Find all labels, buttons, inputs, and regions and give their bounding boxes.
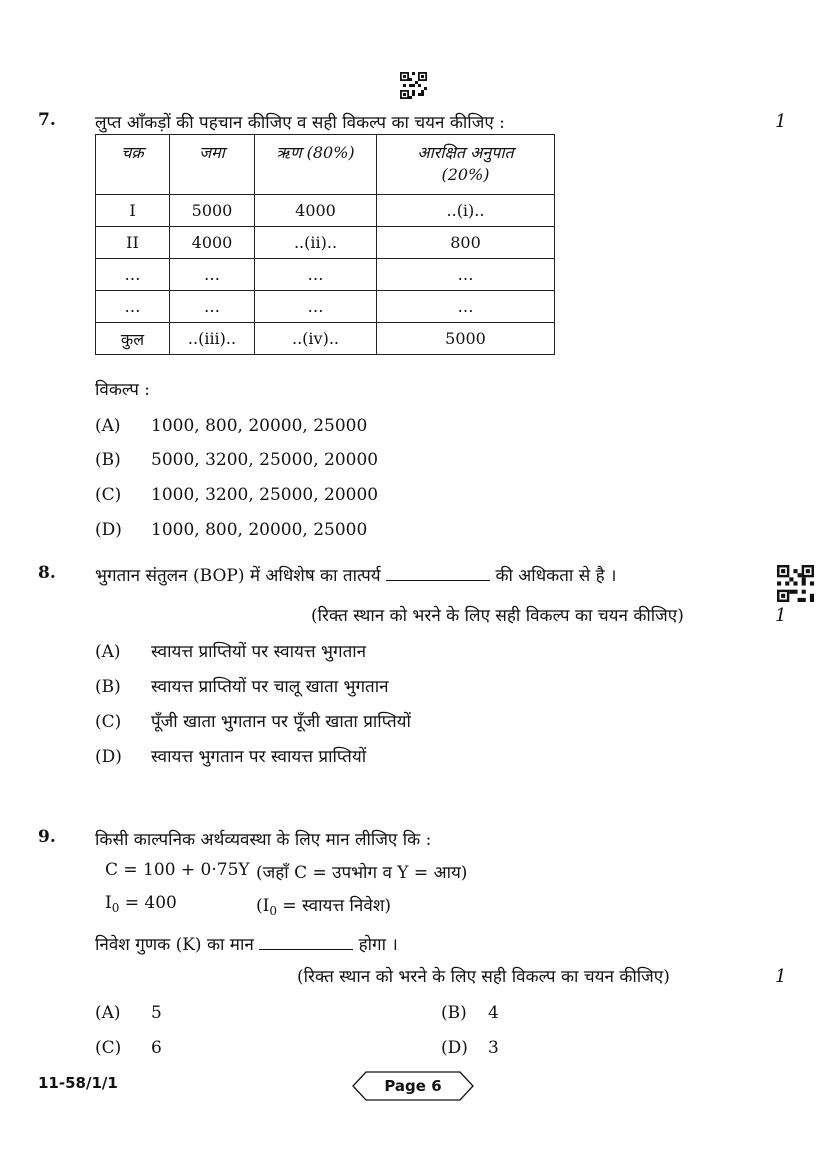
table-cell: I	[96, 195, 170, 227]
question-8-blank	[386, 580, 490, 581]
option-label: (C)	[95, 485, 122, 505]
table-header-deposit: जमा	[170, 135, 255, 195]
option-text: 1000, 800, 20000, 25000	[151, 416, 368, 436]
question-8-marks: 1	[775, 605, 787, 626]
table-cell: कुल	[96, 323, 170, 355]
question-9-prompt-before: निवेश गुणक (K) का मान	[95, 935, 254, 955]
table-cell: …	[377, 291, 555, 323]
question-8-number: 8.	[38, 563, 56, 583]
question-7-option-d	[95, 520, 367, 540]
table-cell: …	[255, 291, 377, 323]
question-9-text: किसी काल्पनिक अर्थव्यवस्था के लिए मान लीजिए कि :	[95, 830, 432, 850]
investment-subscript: 0	[111, 901, 120, 915]
table-cell: 5000	[170, 195, 255, 227]
investment-note-text: = स्वायत्त निवेश)	[277, 896, 392, 916]
question-7-option-a	[95, 416, 367, 436]
qr-code-right	[777, 565, 814, 602]
table-cell: ..(ii)..	[255, 227, 377, 259]
reserve-ratio-label: आरक्षित अनुपात	[417, 143, 514, 162]
question-9-option-b	[441, 1003, 499, 1023]
question-9-prompt	[95, 932, 398, 955]
table-cell: …	[255, 259, 377, 291]
question-7-marks: 1	[775, 111, 787, 132]
option-text: स्वायत्त भुगतान पर स्वायत्त प्राप्तियों	[151, 747, 367, 767]
table-row	[96, 227, 555, 259]
question-7-text: लुप्त आँकड़ों की पहचान कीजिए व सही विकल्प का चयन कीजिए :	[95, 113, 505, 133]
reserve-ratio-percent: (20%)	[441, 165, 490, 184]
investment-note-subscript: 0	[269, 904, 277, 918]
option-label: (A)	[95, 416, 121, 436]
table-cell: II	[96, 227, 170, 259]
qr-code-top	[400, 72, 427, 99]
table-cell: …	[377, 259, 555, 291]
question-9-blank	[259, 949, 353, 950]
question-9-marks: 1	[775, 966, 787, 987]
option-label: (B)	[95, 450, 121, 470]
option-text: 5	[151, 1003, 162, 1023]
question-9-instruction: (रिक्त स्थान को भरने के लिए सही विकल्प का चयन कीजिए)	[297, 967, 670, 987]
option-text: पूँजी खाता भुगतान पर पूँजी खाता प्राप्तियों	[151, 712, 411, 732]
question-8-instruction: (रिक्त स्थान को भरने के लिए सही विकल्प का चयन कीजिए)	[311, 606, 684, 626]
option-text: 4	[488, 1003, 499, 1023]
option-label: (B)	[95, 677, 121, 697]
table-cell: …	[96, 291, 170, 323]
question-9-option-d	[441, 1038, 499, 1058]
table-row	[96, 291, 555, 323]
option-text: स्वायत्त प्राप्तियों पर स्वायत्त भुगतान	[151, 642, 367, 662]
question-8-option-c	[95, 709, 411, 732]
question-7-options-heading: विकल्प :	[95, 380, 150, 400]
table-cell: ..(iv)..	[255, 323, 377, 355]
table-cell: 4000	[170, 227, 255, 259]
credit-creation-table	[95, 134, 555, 355]
question-7-number: 7.	[38, 110, 56, 130]
table-row	[96, 195, 555, 227]
table-cell: …	[170, 291, 255, 323]
option-text: 3	[488, 1038, 499, 1058]
question-9-prompt-after: होगा ।	[358, 935, 398, 955]
option-label: (C)	[95, 712, 122, 732]
table-cell: ..(iii)..	[170, 323, 255, 355]
autonomous-investment	[105, 893, 177, 913]
option-label: (D)	[95, 520, 122, 540]
question-8-option-a	[95, 639, 366, 662]
option-label: (A)	[95, 642, 121, 662]
consumption-function: C = 100 + 0·75Y	[105, 860, 250, 880]
investment-value: = 400	[119, 893, 177, 913]
option-label: (B)	[441, 1003, 467, 1023]
option-text: 1000, 800, 20000, 25000	[151, 520, 368, 540]
option-label: (D)	[441, 1038, 468, 1058]
page-number-badge	[352, 1071, 474, 1101]
table-row	[96, 323, 555, 355]
question-8-option-b	[95, 674, 389, 697]
table-cell: ..(i)..	[377, 195, 555, 227]
table-cell: 4000	[255, 195, 377, 227]
autonomous-investment-note	[256, 893, 391, 916]
option-label: (D)	[95, 747, 122, 767]
question-8-text-after: की अधिकता से है ।	[495, 566, 617, 586]
question-8-option-d	[95, 744, 366, 767]
question-9-option-a	[95, 1003, 162, 1023]
consumption-function-note: (जहाँ C = उपभोग व Y = आय)	[256, 863, 468, 883]
investment-note-symbol: (I	[256, 896, 270, 916]
question-9-option-c	[95, 1038, 162, 1058]
page-number: Page 6	[384, 1077, 442, 1095]
option-text: स्वायत्त प्राप्तियों पर चालू खाता भुगतान	[151, 677, 389, 697]
option-text: 6	[151, 1038, 162, 1058]
question-9-number: 9.	[38, 827, 56, 847]
table-cell: 5000	[377, 323, 555, 355]
question-8-text	[95, 563, 616, 586]
table-cell: …	[96, 259, 170, 291]
table-header-row	[96, 135, 555, 195]
table-header-loan: ऋण (80%)	[255, 135, 377, 195]
paper-code: 11-58/1/1	[38, 1074, 118, 1092]
question-7-option-c	[95, 485, 378, 505]
table-row	[96, 259, 555, 291]
table-cell: 800	[377, 227, 555, 259]
option-label: (C)	[95, 1038, 122, 1058]
option-text: 1000, 3200, 25000, 20000	[151, 485, 379, 505]
question-8-text-before: भुगतान संतुलन (BOP) में अधिशेष का तात्पर्य	[95, 566, 381, 586]
option-text: 5000, 3200, 25000, 20000	[151, 450, 379, 470]
question-7-option-b	[95, 450, 378, 470]
option-label: (A)	[95, 1003, 121, 1023]
table-header-reserve-ratio	[377, 135, 555, 195]
table-header-cycle: चक्र	[96, 135, 170, 195]
investment-symbol: I	[105, 893, 112, 913]
table-cell: …	[170, 259, 255, 291]
